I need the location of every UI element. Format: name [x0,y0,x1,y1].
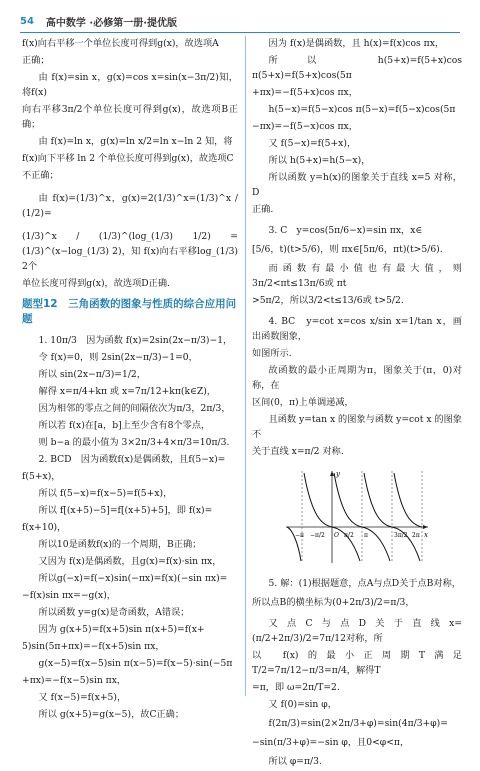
solution-line: g(x−5)=f(x−5)sin π(x−5)=f(x−5)·sin(−5π [38,658,233,669]
solution-line: −f(x)sin πx=−g(x)， [22,590,116,601]
solution-line: 则 b−a 的最小值为 3×2π/3+4×π/3=10π/3. [38,437,230,448]
right-column [252,36,462,771]
page-header [20,10,460,33]
cot-graph [282,467,432,565]
solution-line: 所以 sin(2x−π/3)=1/2， [38,369,146,380]
x-tick-label: −π [295,532,304,539]
text-line: 且函数 y=tan x 的图象与函数 y=cot x 的图象不 [252,414,462,440]
text-line: 又 f(0)=sin φ， [268,699,337,710]
text-line: 故函数的最小正周期为π，图象关于(π，0)对称，在 [252,365,462,391]
text-line: f(x)向下平移 ln 2 个单位长度可得到g(x)，故选项C [22,153,234,164]
x-tick-label: 2π [412,532,420,539]
solution-line: 又因为 f(x)是偶函数，且g(x)=f(x)·sin πx， [38,556,222,567]
text-line: 由 f(x)=(1/3)^x，g(x)=2(1/3)^x=(1/3)^x / (1/2)= [22,193,238,219]
text-line: 正确. [252,204,274,215]
text-line: −sin(π/3+φ)=−sin φ，且0<φ<π， [252,737,410,748]
text-line: 区间(0，π)上单调递减， [252,397,354,408]
solution-line: 令 f(x)=0，则 2sin(2x−π/3)−1=0， [38,352,198,363]
text-line: 5. 解：(1)根据题意，点A与点D关于点B对称， [268,578,461,589]
origin-label: O [334,532,339,539]
solution-line: 所以10是函数f(x)的一个周期，B正确； [38,539,202,550]
y-axis-label: y [336,470,340,478]
text-line: 而函数有最小值也有最大值，则3π/2<πt≤13π/6或 πt [252,263,462,289]
solution-line: f(x+10)， [22,522,67,533]
text-line: [5/6，t)(t>5/6)，则 πx∈[5π/6，πt)(t>5/6). [252,244,443,255]
text-line: −πx)=−f(5−x)cos πx， [252,121,358,132]
column-divider [245,36,246,696]
text-line: f(x)向右平移一个单位长度可得到g(x)，故选项A [22,38,219,49]
text-line: h(5−x)=f(5−x)cos π(5−x)=f(5−x)cos(5π [268,104,456,115]
solution-line: 解得 x=π/4+kπ 或 x=7π/12+kπ(k∈Z)， [38,386,216,397]
page-number: 54 [20,15,34,27]
x-tick-label: π [364,532,368,539]
x-axis-arrow [423,525,428,529]
text-line: 所以 φ=π/3. [268,756,322,767]
text-line: 以 f(x)的最小正周期T满足T/2=7π/12−π/3=π/4，解得T [252,650,462,676]
solution-line: 1. 10π/3 因为函数 f(x)=2sin(2x−π/3)−1， [38,335,233,346]
text-line: 4. BC y=cot x=cos x/sin x=1/tan x，画出函数图象， [252,316,462,342]
solution-line: 所以函数 y=g(x)是奇函数，A错误； [38,607,190,618]
solution-line: 所以若 f(x)在[a，b]上至少含有8个零点， [38,420,211,431]
solution-line: 所以 f[(x+5)−5]=f[(x+5)+5]，即 f(x)= [38,505,213,516]
section-title: 题型12 三角函数的图象与性质的综合应用问题 [22,298,237,325]
text-line: =π，即 ω=2π/T=2. [252,682,340,693]
text-line: 向右平移3π/2个单位长度可得到g(x)，故选项B正确； [22,104,238,130]
solution-line: f(5+x)， [22,471,61,482]
solution-line: 因为相邻的零点之间的间隔依次为π/3，2π/3， [38,403,231,414]
x-tick-label: 3π/2 [394,532,408,539]
x-axis-label: x [424,531,428,539]
solution-line: 2. BCD 因为函数f(x)是偶函数，且f(5−x)= [38,454,226,465]
text-line: 正确； [22,55,50,66]
text-line: f(2π/3)=sin(2×2π/3+φ)=sin(4π/3+φ)= [268,718,448,729]
text-line: 又点C与点D关于直线x=(π/2+2π/3)/2=7π/12对称，所 [252,618,462,644]
book-title: 高中数学 ·必修第一册·提优版 [45,17,178,29]
text-line: (1/3)^x / (1/3)^(log_(1/3) 1/2) = (1/3)^(x−log_(1/3) 2)，知 f(x)向右平移log_(1/3) 2个 [22,231,238,272]
solution-line: 5)sin(5π+πx)=−f(x+5)sin πx， [22,641,165,652]
solution-line: 又 f(x−5)=f(x+5)， [38,692,127,703]
text-line: 关于直线 x=π/2 对称. [252,446,344,457]
text-line: 所以函数 y=h(x)的图象关于直线 x=5 对称，D [252,172,462,198]
solution-line: 所以 g(x+5)=g(x−5)，故C正确； [38,709,185,720]
text-line: 3. C y=cos(5π/6−x)=sin πx，x∈ [268,225,423,236]
solution-line: +πx)=−f(x−5)sin πx， [22,675,127,686]
left-column [22,36,238,724]
text-line: 所以 h(5+x)=f(5+x)cos π(5+x)=f(5+x)cos(5π [252,55,462,81]
x-tick-label: −π/2 [310,532,325,539]
text-line: 如图所示. [252,348,292,359]
text-line: >5π/2，所以3/2<t≤13/6或 t>5/2. [252,295,404,306]
y-axis-arrow [330,471,334,476]
solution-line: 所以 f(5−x)=f(x−5)=f(5+x)， [38,488,173,499]
solution-line: 因为 g(x+5)=f(x+5)sin π(x+5)=f(x+ [38,624,205,635]
text-line: 由 f(x)=sin x，g(x)=cos x=sin(x−3π/2)知，将f(x) [22,72,238,98]
text-line: 因为 f(x)是偶函数，且 h(x)=f(x)cos πx， [268,38,445,49]
text-line: +πx)=−f(5+x)cos πx， [252,87,358,98]
text-line: 由 f(x)=ln x，g(x)=ln x/2=ln x−ln 2 知，将 [38,136,233,147]
solution-line: 所以g(−x)=f(−x)sin(−πx)=f(x)(−sin πx)= [38,573,228,584]
text-line: 单位长度可得到g(x)，故选项D正确. [22,278,170,289]
text-line: 又 f(5−x)=f(5+x)， [268,138,357,149]
text-line: 所以 h(5+x)=h(5−x)， [268,155,371,166]
text-line: 所以点B的横坐标为(0+2π/3)/2=π/3， [252,597,415,608]
curve-branch [394,473,422,527]
text-line: 不正确； [22,170,59,181]
x-tick-label: π/2 [344,532,354,539]
